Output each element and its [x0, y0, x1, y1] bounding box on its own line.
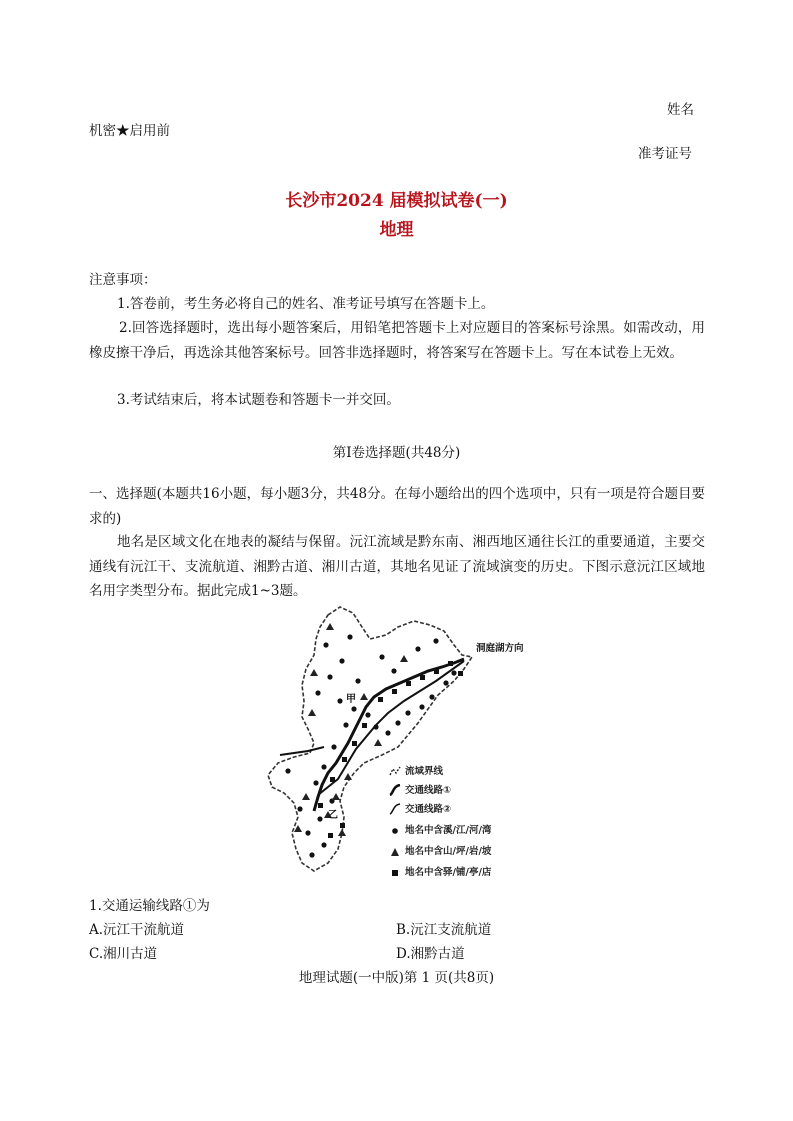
boundary-line-icon — [388, 765, 402, 777]
legend-label-route-2: 交通线路② — [405, 804, 452, 815]
notice-heading: 注意事项： — [89, 272, 157, 288]
name-label: 姓名 — [667, 102, 694, 118]
circle-dot-icon — [388, 825, 402, 837]
marker-yi: 乙 — [328, 810, 338, 821]
legend-label-route-1: 交通线路① — [405, 785, 452, 796]
notice-item-1: 1.答卷前，考生务必将自己的姓名、准考证号填写在答题卡上。 — [117, 296, 495, 312]
confidential-mark: 机密★启用前 — [89, 123, 170, 139]
subject-title: 地理 — [379, 220, 414, 240]
question-1-stem: 1.交通运输线路①为 — [89, 898, 210, 914]
section-heading: 第Ⅰ卷选择题(共48分) — [332, 445, 461, 461]
square-icon — [388, 867, 402, 879]
notice-item-2: 2.回答选择题时，选出每小题答案后，用铅笔把答题卡上对应题目的答案标号涂黑。如需改动，用橡皮擦干净后，再选涂其他答案标号。回答非选择题时，将答案写在答题卡上。写在本试卷上无效。 — [89, 320, 705, 361]
notice-item-3: 3.考试结束后，将本试题卷和答题卡一并交回。 — [117, 392, 400, 408]
legend-label-boundary: 流域界线 — [405, 766, 444, 777]
option-d: D.湘黔古道 — [396, 946, 465, 962]
legend-label-mountain: 地名中含山/坪/岩/坡 — [405, 846, 492, 857]
marker-jia: 甲 — [346, 694, 356, 705]
option-a: A.沅江干流航道 — [89, 922, 185, 938]
route-2-icon — [388, 803, 402, 815]
exam-title: 长沙市2024 届模拟试卷(一) — [285, 191, 508, 211]
legend-label-post: 地名中含驿/铺/亭/店 — [405, 867, 492, 878]
triangle-icon — [388, 846, 402, 858]
exam-id-label: 准考证号 — [638, 146, 692, 162]
question-passage: 地名是区域文化在地表的凝结与保留。沅江流域是黔东南、湘西地区通往长江的重要通道，主要交通线有沅江干、支流航道、湘黔古道、湘川古道，其地名见证了流域演变的历史。下图示意沅江区域地名用字类型分布。据此完成1~3题。 — [89, 534, 705, 599]
option-c: C.湘川古道 — [89, 946, 158, 962]
section-instruction: 一、选择题(本题共16小题，每小题3分，共48分。在每小题给出的四个选项中，只有一项是符合题目要求的) — [89, 486, 705, 527]
page-footer: 地理试题(一中版)第 1 页(共8页) — [298, 970, 495, 986]
option-b: B.沅江支流航道 — [396, 922, 492, 938]
legend-label-water: 地名中含溪/江/河/湾 — [405, 825, 492, 836]
route-1-icon — [388, 784, 402, 796]
direction-label: 洞庭湖方向 — [476, 643, 524, 654]
